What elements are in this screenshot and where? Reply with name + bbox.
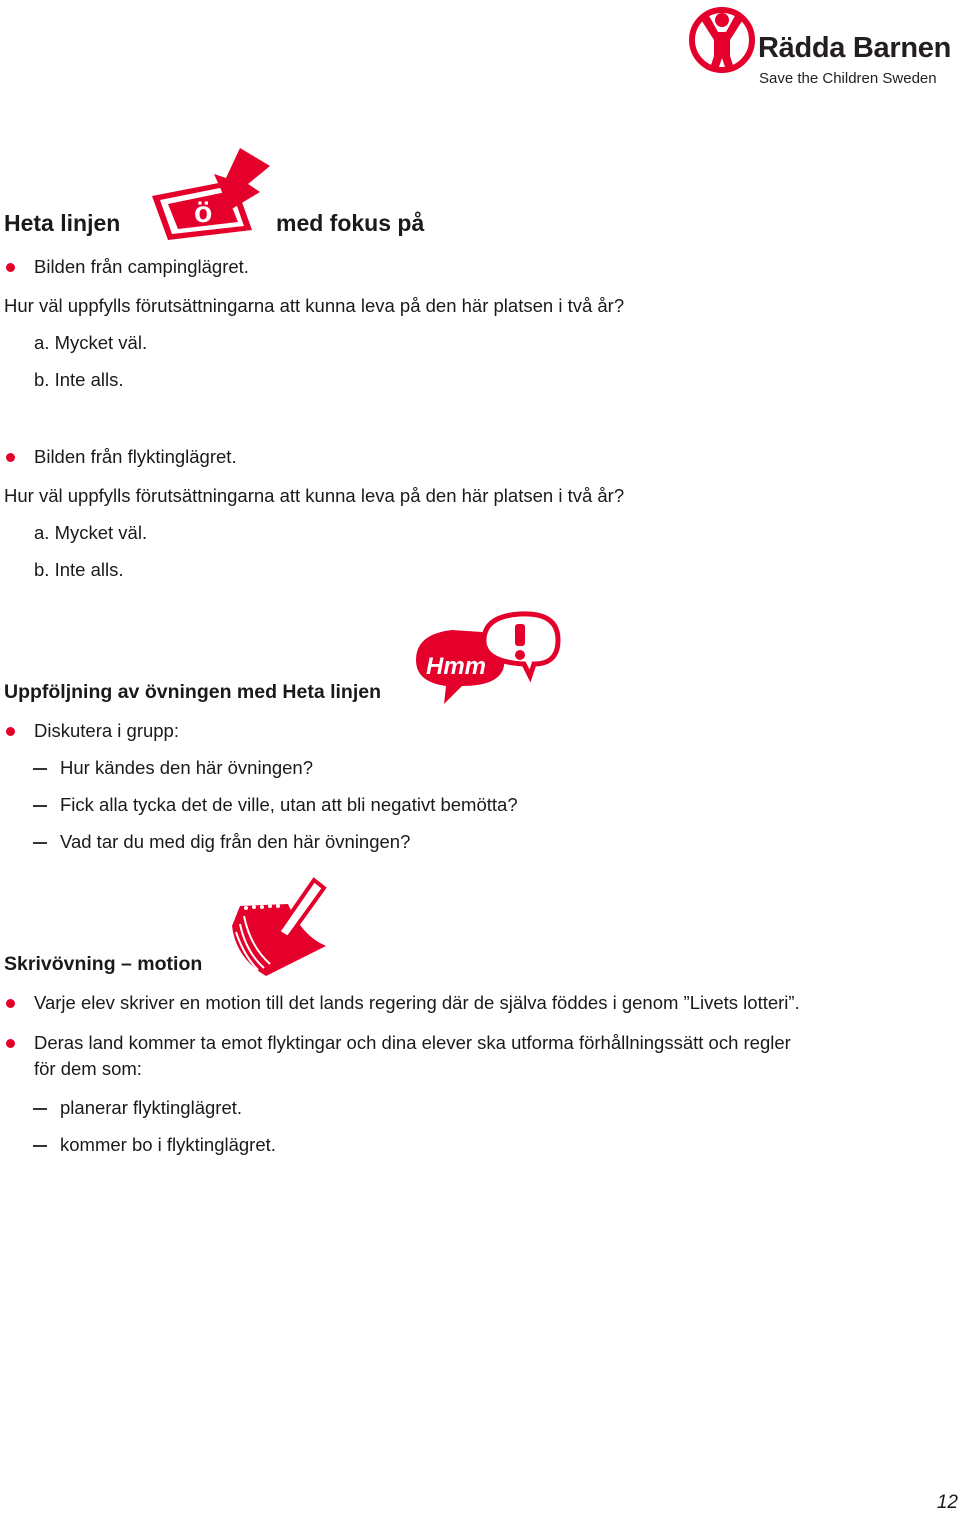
section-title-skrivovning: Skrivövning – motion [4, 953, 203, 975]
option-a-camping: a. Mycket väl. [34, 332, 148, 353]
bullet-refugee-camp: Bilden från flyktinglägret. [34, 446, 237, 467]
section-title-uppfoljning: Uppföljning av övningen med Heta linjen [4, 681, 382, 703]
svg-text:Hmm: Hmm [426, 653, 487, 680]
motion-item: planerar flyktinglägret. [60, 1097, 243, 1118]
question-refugee-camp: Hur väl uppfylls förutsättningarna att kunna leva på den här platsen i två år? [4, 485, 625, 506]
svg-text:ö: ö [194, 196, 213, 229]
option-b-camping: b. Inte alls. [34, 369, 124, 390]
dash-marker [33, 1108, 47, 1110]
board-pointer-icon [144, 144, 274, 244]
option-b-refugee-camp: b. Inte alls. [34, 559, 124, 580]
bullet-dot [6, 263, 15, 272]
save-the-children-logo-icon [688, 4, 756, 74]
bullet-dot [6, 999, 15, 1008]
bullet-flyktingar: Deras land kommer ta emot flyktingar och dina elever ska utforma förhållningssätt och regler [34, 1032, 791, 1053]
discussion-item: Fick alla tycka det de ville, utan att bli negativt bemötta? [60, 794, 518, 815]
bullet-motion: Varje elev skriver en motion till det lands regering där de själva föddes i genom ”Livets lotteri”. [34, 992, 800, 1013]
dash-marker [33, 1145, 47, 1147]
notepad-pencil-icon [226, 876, 336, 982]
discussion-item: Vad tar du med dig från den här övningen? [60, 831, 411, 852]
bullet-diskutera: Diskutera i grupp: [34, 720, 179, 741]
question-camping: Hur väl uppfylls förutsättningarna att kunna leva på den här platsen i två år? [4, 295, 625, 316]
bullet-dot [6, 453, 15, 462]
bullet-dot [6, 727, 15, 736]
discussion-item: Hur kändes den här övningen? [60, 757, 314, 778]
page-number: 12 [936, 1492, 958, 1513]
logo-subtitle: Save the Children Sweden [759, 70, 937, 87]
motion-item: kommer bo i flyktinglägret. [60, 1134, 276, 1155]
bullet-flyktingar-cont: för dem som: [34, 1058, 142, 1079]
logo-name: Rädda Barnen [758, 32, 951, 64]
dash-marker [33, 842, 47, 844]
thought-bubble-icon [412, 610, 562, 710]
section-title-heta-linjen: Heta linjen [4, 210, 121, 236]
rädda-barnen-logo [688, 4, 960, 90]
bullet-camping: Bilden från campinglägret. [34, 256, 249, 277]
option-a-refugee-camp: a. Mycket väl. [34, 522, 148, 543]
section-title-med-fokus: med fokus på [276, 210, 425, 236]
dash-marker [33, 805, 47, 807]
dash-marker [33, 768, 47, 770]
bullet-dot [6, 1039, 15, 1048]
